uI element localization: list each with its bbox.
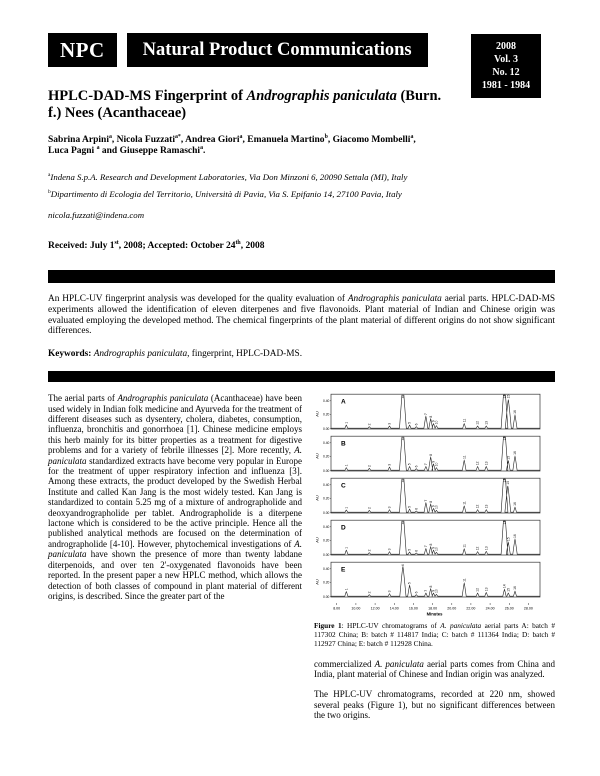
svg-text:4: 4 xyxy=(401,438,405,441)
svg-text:11: 11 xyxy=(462,578,467,583)
svg-text:0.00: 0.00 xyxy=(322,553,330,558)
svg-text:12: 12 xyxy=(475,504,480,509)
issue-number: No. 12 xyxy=(492,67,520,78)
svg-text:3: 3 xyxy=(387,548,392,551)
svg-text:16: 16 xyxy=(513,502,518,507)
svg-text:1: 1 xyxy=(344,464,349,467)
svg-text:2: 2 xyxy=(367,423,372,426)
journal-name-box xyxy=(127,33,428,67)
svg-text:7: 7 xyxy=(424,590,428,592)
svg-text:0.40: 0.40 xyxy=(322,399,330,404)
svg-text:1: 1 xyxy=(344,547,349,550)
svg-text:16.00: 16.00 xyxy=(408,606,418,611)
chromatogram-panel-B xyxy=(314,435,546,476)
svg-text:D: D xyxy=(341,524,346,532)
keywords-line: Keywords: Andrographis paniculata, fingerprint, HPLC-DAD-MS. xyxy=(48,349,303,360)
svg-text:11: 11 xyxy=(462,501,467,505)
svg-text:0.00: 0.00 xyxy=(322,511,330,516)
svg-text:0.40: 0.40 xyxy=(322,441,330,446)
svg-text:12: 12 xyxy=(475,461,480,466)
svg-text:1: 1 xyxy=(344,506,349,509)
svg-text:3: 3 xyxy=(387,422,392,425)
svg-text:15: 15 xyxy=(506,588,511,592)
figure-1 xyxy=(314,393,555,648)
svg-text:0.20: 0.20 xyxy=(322,454,330,459)
svg-text:AU: AU xyxy=(314,579,320,585)
svg-text:0.20: 0.20 xyxy=(322,496,330,501)
svg-text:15: 15 xyxy=(505,481,510,485)
svg-text:0.40: 0.40 xyxy=(322,483,330,488)
svg-text:14: 14 xyxy=(502,520,507,525)
journal-abbrev: NPC xyxy=(60,37,105,62)
svg-text:14: 14 xyxy=(502,436,507,441)
svg-text:C: C xyxy=(341,482,346,490)
svg-text:2: 2 xyxy=(367,549,372,552)
svg-text:12: 12 xyxy=(475,421,480,425)
svg-text:AU: AU xyxy=(314,453,320,459)
svg-text:2: 2 xyxy=(367,591,372,594)
svg-text:16: 16 xyxy=(513,451,518,456)
svg-text:12: 12 xyxy=(475,546,480,551)
svg-text:7: 7 xyxy=(424,499,428,502)
svg-text:6: 6 xyxy=(414,507,419,510)
figure-1-chart xyxy=(314,393,555,617)
svg-text:13: 13 xyxy=(484,461,489,466)
svg-text:26.00: 26.00 xyxy=(504,606,514,611)
svg-text:9: 9 xyxy=(431,460,436,463)
svg-text:3: 3 xyxy=(387,506,392,509)
svg-text:7: 7 xyxy=(424,545,428,548)
svg-text:5: 5 xyxy=(407,582,412,585)
svg-text:5: 5 xyxy=(407,463,412,466)
svg-text:A: A xyxy=(341,398,346,406)
svg-text:15: 15 xyxy=(506,456,511,460)
svg-text:B: B xyxy=(341,440,346,448)
svg-text:16: 16 xyxy=(513,410,518,415)
svg-text:3: 3 xyxy=(387,590,392,593)
figure-1-caption: Figure 1: HPLC-UV chromatograms of A. paniculata aerial parts A: batch # 117302 China; B: batch # 114817 India; C: batch # 111364 India; D: batch # 112927 China; E: batch # 112928 China. xyxy=(314,621,555,648)
received-accepted-line: Received: July 1st, 2008; Accepted: October 24th, 2008 xyxy=(48,239,265,251)
svg-text:10: 10 xyxy=(434,547,439,552)
corresponding-email: nicola.fuzzati@indena.com xyxy=(48,210,145,220)
volume-number: Vol. 3 xyxy=(493,54,519,65)
svg-text:2: 2 xyxy=(367,465,372,468)
abstract-text: An HPLC-UV fingerprint analysis was developed for the quality evaluation of Andrographis paniculata aerial parts. HPLC-DAD-MS experiments allowed the identification of eleven diterpenes and five flavonoids. Plant material of Indian and Chinese origin was evaluated employing the developed method. The chemical fingerprints of the plant material of different origins do not show significant differences. xyxy=(48,294,556,337)
svg-text:AU: AU xyxy=(314,495,320,501)
chromatogram-panel-D xyxy=(314,519,546,560)
svg-text:8: 8 xyxy=(428,585,433,588)
svg-text:0.40: 0.40 xyxy=(322,567,330,572)
svg-text:5: 5 xyxy=(407,422,412,424)
svg-text:8: 8 xyxy=(428,543,433,546)
svg-text:8.00: 8.00 xyxy=(333,606,341,611)
svg-text:9: 9 xyxy=(431,505,436,508)
svg-text:1: 1 xyxy=(344,588,349,591)
svg-text:24.00: 24.00 xyxy=(485,606,495,611)
svg-text:14.00: 14.00 xyxy=(389,606,399,611)
svg-text:9: 9 xyxy=(431,547,436,550)
svg-text:13: 13 xyxy=(484,421,489,425)
chromatogram-panel-A xyxy=(314,393,546,434)
divider-bar-bottom xyxy=(48,371,555,382)
svg-text:7: 7 xyxy=(424,413,428,416)
svg-text:0.40: 0.40 xyxy=(322,525,330,530)
svg-text:11: 11 xyxy=(462,455,467,460)
svg-text:2: 2 xyxy=(367,507,372,510)
svg-text:AU: AU xyxy=(314,411,320,417)
author-list: Sabrina Arpini$^a$, Nicola Fuzzati$^{a*}$, Andrea Giori$^a$, Emanuela Martino$^b$, Giacomo Mombelli$^a$, Luca Pagni $^a$ and Giuseppe Ramaschi$^a$. xyxy=(48,133,416,156)
svg-text:14: 14 xyxy=(502,478,507,483)
svg-text:0.00: 0.00 xyxy=(322,595,330,600)
svg-text:10: 10 xyxy=(434,462,439,467)
affiliation-b: $^b$Dipartimento di Ecologia del Territorio, Università di Pavia, Via S. Epifanio 14, 27100 Pavia, Italy xyxy=(48,189,402,199)
right-column-paragraph-1: commercialized A. paniculata aerial parts comes from China and India, plant material of Chinese and Indian origin was analyzed. xyxy=(314,658,556,679)
affiliation-a: $^a$Indena S.p.A. Research and Development Laboratories, Via Don Minzoni 6, 20090 Settala (MI), Italy xyxy=(48,172,408,182)
svg-text:8: 8 xyxy=(428,415,433,418)
svg-text:10: 10 xyxy=(434,505,439,510)
body-left-column xyxy=(48,393,302,720)
svg-text:22.00: 22.00 xyxy=(466,606,476,611)
svg-text:10: 10 xyxy=(434,420,439,425)
svg-text:11: 11 xyxy=(462,544,467,548)
svg-text:12.00: 12.00 xyxy=(370,606,380,611)
chromatogram-panel-E xyxy=(314,561,546,602)
svg-text:13: 13 xyxy=(484,587,489,592)
svg-text:0.00: 0.00 xyxy=(322,427,330,432)
volume-info-box xyxy=(471,34,541,98)
svg-text:1: 1 xyxy=(344,422,349,424)
svg-text:14: 14 xyxy=(502,584,507,589)
svg-text:13: 13 xyxy=(484,504,489,509)
affiliations xyxy=(48,171,555,201)
svg-text:4: 4 xyxy=(401,522,405,525)
svg-text:4: 4 xyxy=(401,396,405,399)
body-right-column xyxy=(314,393,555,720)
svg-text:3: 3 xyxy=(387,464,392,466)
svg-text:0.20: 0.20 xyxy=(322,412,330,417)
svg-text:11: 11 xyxy=(462,418,467,423)
intro-paragraph: The aerial parts of Andrographis paniculata (Acanthaceae) have been used widely in Indian folk medicine and Ayurveda for the treatment of different diseases such as dysentery, cholera, diabetes, consumption, influenza, bronchitis and gonorrhoea [1]. Chinese medicine employs this herb mainly for its bitter properties as a treatment for digestive problems and for a variety of febrile illnesses [2]. More recently, A. paniculata standardized extracts have become very popular in Europe for the treatment of upper respiratory infection and influenza [3]. Among these extracts, the product developed by the Swedish Herbal Institute and called Kan Jang is the most widely tested. Kan Jang is standardized to contain 5.25 mg of a mixture of andrographolide and deoxyandrographolide per tablet. Andrographolide is a diterpene lactone which is considered to be the active principle. Hence all the published analytical methods are focused on the determination of andrographolide [4-10]. However, phytochemical investigations of A. paniculata have shown the presence of more than twenty labdane diterpenoids, and over ten 2'-oxygenated flavonoids have been reported. In the present paper a new HPLC method, which allows the detection of both classes of compound in plant material of different origins, is described. Since the greater part of the xyxy=(48,393,303,601)
two-column-body xyxy=(48,393,555,720)
svg-text:E: E xyxy=(341,566,346,574)
svg-text:6: 6 xyxy=(414,465,419,468)
svg-text:0.20: 0.20 xyxy=(322,580,330,585)
page-range: 1981 - 1984 xyxy=(481,80,531,91)
masthead xyxy=(48,33,555,91)
divider-bar-top xyxy=(48,270,555,283)
svg-text:20.00: 20.00 xyxy=(447,606,457,611)
svg-text:16: 16 xyxy=(513,534,518,539)
journal-abbrev-box xyxy=(48,33,117,67)
svg-text:0.20: 0.20 xyxy=(322,538,330,543)
svg-text:0.00: 0.00 xyxy=(322,469,330,474)
svg-text:5: 5 xyxy=(407,548,412,551)
svg-text:10.00: 10.00 xyxy=(351,606,361,611)
svg-text:9: 9 xyxy=(431,420,436,423)
svg-text:18.00: 18.00 xyxy=(428,606,438,611)
chromatogram-panel-C xyxy=(314,477,546,518)
svg-text:6: 6 xyxy=(414,549,419,552)
svg-text:7: 7 xyxy=(424,463,428,466)
svg-text:15: 15 xyxy=(506,537,511,542)
svg-text:15: 15 xyxy=(506,394,511,399)
svg-text:14: 14 xyxy=(502,394,507,399)
svg-text:13: 13 xyxy=(484,546,489,551)
svg-text:10: 10 xyxy=(434,589,439,594)
svg-text:4: 4 xyxy=(401,564,405,567)
svg-text:4: 4 xyxy=(401,480,405,483)
svg-text:Minutes: Minutes xyxy=(426,611,443,617)
svg-text:8: 8 xyxy=(428,501,433,503)
right-column-paragraph-2: The HPLC-UV chromatograms, recorded at 220 nm, showed several peaks (Figure 1), but no significant differences between the two origins. xyxy=(314,689,555,721)
svg-text:16: 16 xyxy=(513,586,518,591)
svg-text:AU: AU xyxy=(314,537,320,543)
svg-text:9: 9 xyxy=(431,590,436,592)
volume-year: 2008 xyxy=(496,41,516,52)
svg-text:8: 8 xyxy=(428,454,433,457)
svg-text:6: 6 xyxy=(414,423,419,426)
svg-text:28.00: 28.00 xyxy=(523,606,533,611)
svg-text:5: 5 xyxy=(407,506,412,508)
svg-text:12: 12 xyxy=(475,588,480,592)
article-title: HPLC-DAD-MS Fingerprint of Andrographis paniculata (Burn. f.) Nees (Acanthaceae) xyxy=(48,88,442,121)
svg-text:6: 6 xyxy=(414,591,419,594)
figure-x-axis xyxy=(314,603,546,617)
journal-name: Natural Product Communications xyxy=(142,39,412,60)
